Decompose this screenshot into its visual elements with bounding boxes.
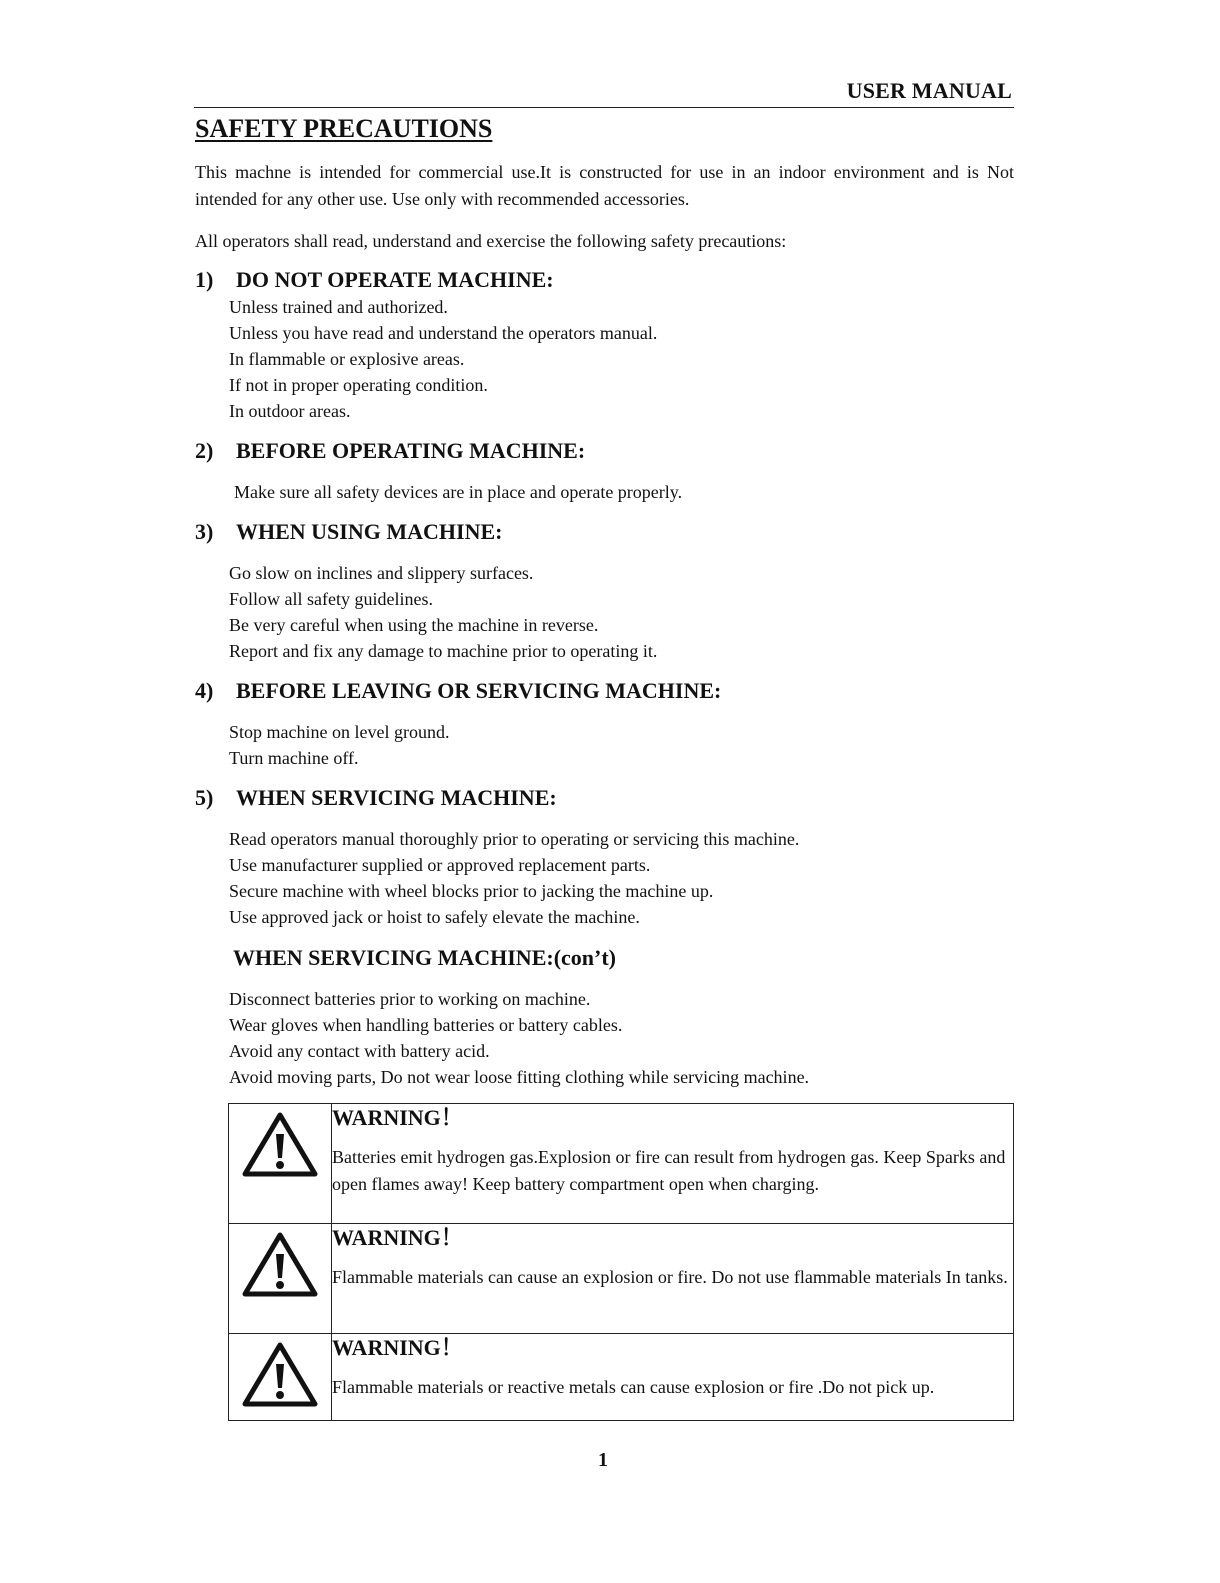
list-item: Avoid any contact with battery acid. <box>229 1041 490 1061</box>
list-item: In flammable or explosive areas. <box>229 349 465 369</box>
warning-icon-cell <box>229 1104 332 1224</box>
page-number: 1 <box>598 1449 608 1471</box>
list-item: Unless you have read and understand the operators manual. <box>229 323 658 343</box>
list-item: Avoid moving parts, Do not wear loose fitting clothing while servicing machine. <box>229 1067 810 1087</box>
list-item: Turn machine off. <box>229 748 359 768</box>
section-heading <box>195 784 557 812</box>
section-heading <box>195 677 721 705</box>
warning-text-cell <box>332 1334 1014 1421</box>
section-title: DO NOT OPERATE MACHINE: <box>236 267 554 292</box>
list-item: Be very careful when using the machine in reverse. <box>229 615 599 635</box>
section-title: BEFORE OPERATING MACHINE: <box>236 438 586 463</box>
section-list <box>229 719 449 771</box>
section-heading <box>195 266 554 294</box>
list-item: Follow all safety guidelines. <box>229 589 433 609</box>
warning-title: WARNING！ <box>332 1105 463 1130</box>
warning-icon-cell <box>229 1224 332 1334</box>
section-number: 3) <box>195 519 214 544</box>
warning-triangle-icon <box>241 1230 319 1300</box>
list-item: Secure machine with wheel blocks prior to jacking the machine up. <box>229 881 714 901</box>
section-number: 4) <box>195 678 214 703</box>
list-item: Wear gloves when handling batteries or battery cables. <box>229 1015 623 1035</box>
page-title: SAFETY PRECAUTIONS <box>195 114 493 143</box>
list-item: Use approved jack or hoist to safely elevate the machine. <box>229 907 640 927</box>
warnings-table <box>228 1103 1014 1421</box>
warning-text-cell <box>332 1104 1014 1224</box>
section-heading <box>195 437 585 465</box>
section-list <box>229 986 809 1090</box>
list-item: Make sure all safety devices are in place and operate properly. <box>234 482 683 502</box>
intro-paragraph: This machne is intended for commercial use.It is constructed for use in an indoor environment and is Not intended for any other use. Use only with recommended accessories. <box>195 162 1014 209</box>
section-list <box>234 479 682 505</box>
warning-body: Flammable materials or reactive metals can cause explosion or fire .Do not pick up. <box>332 1377 935 1397</box>
warning-row <box>229 1224 1014 1334</box>
section-list <box>229 294 657 424</box>
list-item: In outdoor areas. <box>229 401 351 421</box>
section-number: 2) <box>195 438 214 463</box>
warning-text-cell <box>332 1224 1014 1334</box>
warning-triangle-icon <box>241 1340 319 1410</box>
section-title: BEFORE LEAVING OR SERVICING MACHINE: <box>236 678 722 703</box>
list-item: Use manufacturer supplied or approved replacement parts. <box>229 855 651 875</box>
section-number: 5) <box>195 785 214 810</box>
section-heading-continued: WHEN SERVICING MACHINE:(con’t) <box>233 945 617 970</box>
warning-triangle-icon <box>241 1110 319 1180</box>
list-item: Go slow on inclines and slippery surfaces. <box>229 563 534 583</box>
list-item: Read operators manual thoroughly prior to operating or servicing this machine. <box>229 829 800 849</box>
section-heading <box>195 518 502 546</box>
section-number: 1) <box>195 267 214 292</box>
section-list <box>229 826 799 930</box>
section-title: WHEN USING MACHINE: <box>236 519 503 544</box>
list-item: Disconnect batteries prior to working on machine. <box>229 989 591 1009</box>
list-item: If not in proper operating condition. <box>229 375 488 395</box>
warning-title: WARNING！ <box>332 1335 463 1360</box>
warning-icon-cell <box>229 1334 332 1421</box>
section-title: WHEN SERVICING MACHINE: <box>236 785 557 810</box>
list-item: Unless trained and authorized. <box>229 297 448 317</box>
list-item: Report and fix any damage to machine prior to operating it. <box>229 641 658 661</box>
warning-row <box>229 1334 1014 1421</box>
warning-row <box>229 1104 1014 1224</box>
header-rule <box>194 107 1014 108</box>
running-header-title: USER MANUAL <box>846 78 1012 103</box>
section-list <box>229 560 657 664</box>
warning-title: WARNING！ <box>332 1225 463 1250</box>
warning-body: Batteries emit hydrogen gas.Explosion or fire can result from hydrogen gas. Keep Sparks and open flames away! Keep battery compartment open when charging. <box>332 1147 1006 1194</box>
intro-instruction: All operators shall read, understand and exercise the following safety precautions: <box>195 231 787 251</box>
list-item: Stop machine on level ground. <box>229 722 450 742</box>
warning-body: Flammable materials can cause an explosion or fire. Do not use flammable materials In tanks. <box>332 1267 1008 1287</box>
